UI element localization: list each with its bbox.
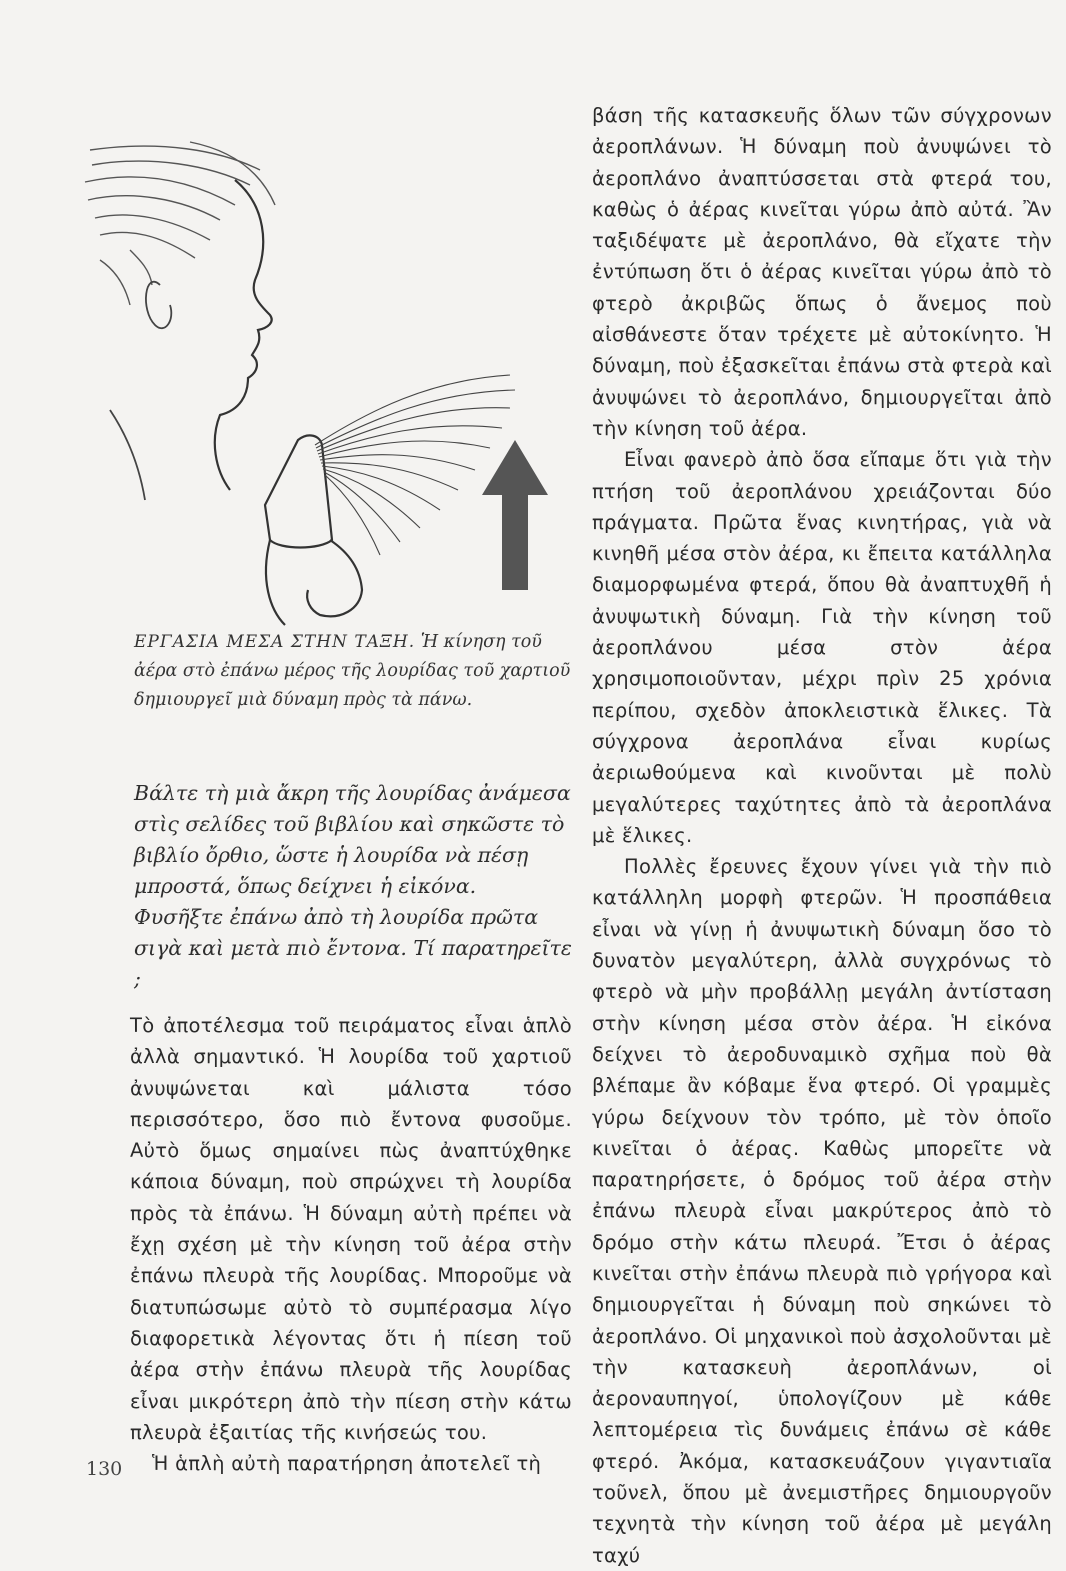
paragraph: Εἶναι φανερὸ ἀπὸ ὅσα εἴπαμε ὅτι γιὰ τὴν πτήση τοῦ ἀεροπλάνου χρειάζονται δύο πράγματα. Πρῶτα ἕνας κινητήρας, γιὰ νὰ κινηθῆ μέσα στὸν ἀέρα, κι ἔπειτα κατάλληλα διαμορφωμένα φτερά, ὅπου θὰ ἀναπτυχθῆ ἡ ἀνυψωτικὴ δύναμη. Γιὰ τὴν κίνηση τοῦ ἀεροπλάνου μέσα στὸν ἀέρα χρησιμοποιοῦνταν, μέχρι πρὶν 25 χρόνια περίπου, σχεδὸν ἀποκλειστικὰ ἕλικες. Τὰ σύγχρονα ἀεροπλάνα εἶναι κυρίως ἀεριωθούμενα καὶ κινοῦνται μὲ πολὺ μεγαλύτερες ταχύτητες ἀπὸ τὰ ἀεροπλάνα μὲ ἕλικες.	[592, 448, 1052, 847]
paper-strip-lines	[315, 375, 515, 555]
right-column-text	[592, 100, 1052, 1571]
paragraph: βάση τῆς κατασκευῆς ὅλων τῶν σύγχρονων ἀεροπλάνων. Ἡ δύναμη ποὺ ἀνυψώνει τὸ ἀεροπλάνο ἀναπτύσσεται στὰ φτερά του, καθὼς ὁ ἀέρας κινεῖται γύρω ἀπὸ αὐτά. Ἂν ταξιδέψατε μὲ ἀεροπλάνο, θὰ εἴχατε τὴν ἐντύπωση ὅτι ὁ ἀέρας κινεῖται γύρω ἀπὸ τὸ φτερὸ ἀκριβῶς ὅπως ὁ ἄνεμος ποὺ αἰσθάνεστε ὅταν τρέχετε μὲ αὐτοκίνητο. Ἡ δύναμη, ποὺ ἐξασκεῖται ἐπάνω στὰ φτερὰ καὶ ἀνυψώνει τὸ ἀεροπλάνο, δημιουργεῖται ἀπὸ τὴν κίνηση τοῦ ἀέρα.	[592, 104, 1052, 440]
face-profile	[215, 180, 272, 490]
caption-heading: ΕΡΓΑΣΙΑ ΜΕΣΑ ΣΤΗΝ ΤΑΞΗ.	[134, 632, 416, 652]
hand	[266, 540, 362, 625]
caption-text: Ἡ κίνηση τοῦ ἀέρα στὸ ἐπάνω μέρος τῆς λουρίδας τοῦ χαρτιοῦ δημιουργεῖ μιὰ δύναμη πρὸς τὰ πάνω.	[134, 632, 571, 710]
paragraph: Τὸ ἀποτέλεσμα τοῦ πειράματος εἶναι ἁπλὸ ἀλλὰ σημαντικό. Ἡ λουρίδα τοῦ χαρτιοῦ ἀνυψώνεται καὶ μάλιστα τόσο περισσότερο, ὅσο πιὸ ἔντονα φυσοῦμε. Αὐτὸ ὅμως σημαίνει πὼς ἀναπτύχθηκε κάποια δύναμη, ποὺ σπρώχνει τὴ λουρίδα πρὸς τὰ ἐπάνω. Ἡ δύναμη αὐτὴ πρέπει νὰ ἔχῃ σχέση μὲ τὴν κίνηση τοῦ ἀέρα στὴν ἐπάνω πλευρὰ τῆς λουρίδας. Μποροῦμε νὰ διατυπώσωμε αὐτὸ τὸ συμπέρασμα λίγο διαφορετικὰ λέγοντας ὅτι ἡ πίεση τοῦ ἀέρα στὴν ἐπάνω πλευρὰ τῆς λουρίδας εἶναι μικρότερη ἀπὸ τὴν πίεση στὴν κάτω πλευρὰ ἐξαιτίας τῆς κινήσεώς του.	[130, 1014, 572, 1444]
figure-caption	[134, 628, 574, 715]
paragraph: Πολλὲς ἔρευνες ἔχουν γίνει γιὰ τὴν πιὸ κατάλληλη μορφὴ φτερῶν. Ἡ προσπάθεια εἶναι νὰ γίνῃ ἡ ἀνυψωτικὴ δύναμη ὅσο τὸ δυνατὸν μεγαλύτερη, ἀλλὰ συγχρόνως τὸ φτερὸ νὰ μὴν προβάλλῃ μεγάλη ἀντίσταση στὴν κίνηση μέσα στὸν ἀέρα. Ἡ εἰκόνα δείχνει τὸ ἀεροδυναμικὸ σχῆμα ποὺ θὰ βλέπαμε ἂν κόβαμε ἕνα φτερό. Οἱ γραμμὲς γύρω δείχνουν τὸν τρόπο, μὲ τὸν ὁποῖο κινεῖται ὁ ἀέρας. Καθὼς μπορεῖτε νὰ παρατηρήσετε, ὁ δρόμος τοῦ ἀέρα στὴν ἐπάνω πλευρὰ εἶναι μακρύτερος ἀπὸ τὸ δρόμο στὴν κάτω πλευρά. Ἔτσι ὁ ἀέρας κινεῖται στὴν ἐπάνω πλευρὰ πιὸ γρήγορα καὶ δημιουργεῖται ἡ δύναμη ποὺ σηκώνει τὸ ἀεροπλάνο. Οἱ μηχανικοὶ ποὺ ἀσχολοῦνται μὲ τὴν κατασκευὴ ἀεροπλάνων, οἱ ἀεροναυπηγοί, ὑπολογίζουν μὲ κάθε λεπτομέρεια τὶς δυνάμεις ἐπάνω σὲ κάθε φτερό. Ἀκόμα, κατασκευάζουν γιγαντιαῖα τοῦνελ, ὅπου μὲ ἀνεμιστῆρες δημιουργοῦν τεχνητὰ τὴν κίνηση τοῦ ἀέρα μὲ μεγάλη ταχύ	[592, 855, 1052, 1567]
upward-arrow-icon	[482, 440, 548, 590]
hair-strokes	[85, 142, 275, 305]
left-column-text	[130, 1010, 572, 1479]
page-number: 130	[86, 1458, 123, 1480]
instruction-2: Φυσῆξτε ἐπάνω ἀπὸ τὴ λουρίδα πρῶτα σιγὰ καὶ μετὰ πιὸ ἔντονα. Τί παρατηρεῖτε ;	[134, 905, 572, 991]
experiment-instructions	[134, 778, 584, 995]
blowing-paper-strip-illustration	[70, 110, 570, 630]
ear	[146, 282, 171, 329]
paragraph: Ἡ ἁπλὴ αὐτὴ παρατήρηση ἀποτελεῖ τὴ	[152, 1452, 542, 1476]
instruction-1: Βάλτε τὴ μιὰ ἄκρη τῆς λουρίδας ἀνάμεσα στὶς σελίδες τοῦ βιβλίου καὶ σηκῶστε τὸ βιβλίο ὄρθιο, ὥστε ἡ λουρίδα νὰ πέσῃ μπροστά, ὅπως δείχνει ἡ εἰκόνα.	[134, 781, 571, 898]
